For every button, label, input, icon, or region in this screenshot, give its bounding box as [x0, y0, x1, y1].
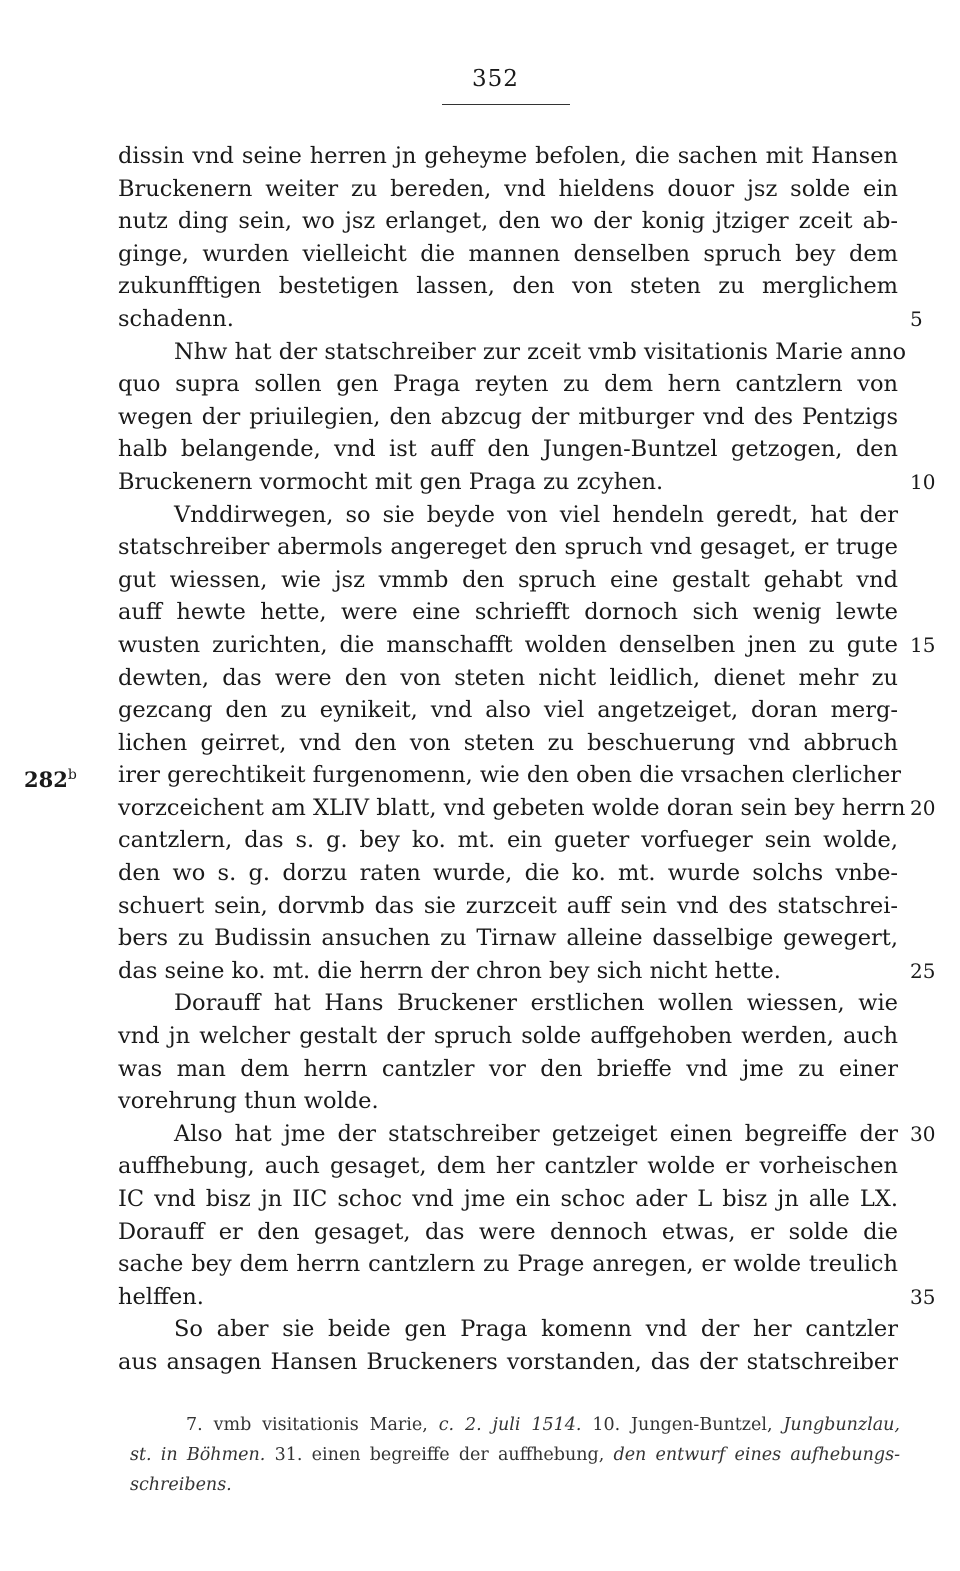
footnote-line: [130, 1440, 900, 1470]
footnote-gloss: c. 2. juli 1514.: [438, 1415, 582, 1435]
footnote-gloss: Jungbunzlau,: [783, 1415, 900, 1435]
footnote-line: [130, 1470, 900, 1500]
footnote-line: [130, 1410, 900, 1440]
text-line: Nhw hat der statschreiber zur zceit vmb visitationis Marie anno: [174, 338, 906, 365]
text-line: lichen geirret, vnd den von steten zu beschuerung vnd abbruch: [118, 729, 898, 756]
body-text: [118, 140, 906, 1379]
line-number: 25: [910, 959, 936, 983]
footnote-gloss: st. in Böhmen.: [130, 1445, 266, 1465]
text-line: vorzceichent am XLIV blatt, vnd gebeten wolde doran sein bey herrn: [118, 794, 906, 821]
text-line: halb belangende, vnd ist auff den Jungen-Buntzel getzogen, den: [118, 436, 898, 463]
text-line: statschreiber abermols angereget den spruch vnd gesaget, er truge: [118, 534, 898, 561]
text-line: quo supra sollen gen Praga reyten zu dem hern cantzlern von: [118, 371, 898, 398]
text-line: vnd jn welcher gestalt der spruch solde auffgehoben werden, auch: [118, 1023, 898, 1050]
text-line: Bruckenern weiter zu bereden, vnd hieldens douor jsz solde ein: [118, 175, 898, 202]
text-line: dewten, das were den von steten nicht leidlich, dienet mehr zu: [118, 664, 898, 691]
text-line: nutz ding sein, wo jsz erlanget, den wo der konig jtziger zceit ab-: [118, 208, 898, 235]
text-line: helffen.: [118, 1283, 204, 1310]
text-line: Vnddirwegen, so sie beyde von viel hendeln geredt, hat der: [174, 501, 898, 528]
marginal-folio-note: [24, 759, 77, 792]
line-number: 20: [910, 796, 936, 820]
text-line: schadenn.: [118, 305, 234, 332]
header-rule: [442, 104, 570, 105]
line-number: 15: [910, 633, 936, 657]
text-line: cantzlern, das s. g. bey ko. mt. ein gueter vorfueger sein wolde,: [118, 827, 898, 854]
text-line: vorehrung thun wolde.: [118, 1088, 379, 1115]
text-line: zukunfftigen bestetigen lassen, den von steten zu merglichem: [118, 273, 898, 300]
marginal-folio-side: b: [67, 767, 77, 783]
text-line: So aber sie beide gen Praga komenn vnd der her cantzler: [174, 1316, 898, 1343]
text-line: Also hat jme der statschreiber getzeiget einen begreiffe der: [174, 1120, 898, 1147]
text-line: dissin vnd seine herren jn geheyme befolen, die sachen mit Hansen: [118, 143, 898, 169]
text-line: Bruckenern vormocht mit gen Praga zu zcyhen.: [118, 468, 664, 495]
page-number: 352: [472, 66, 519, 92]
text-line: gezcang den zu eynikeit, vnd also viel angetzeiget, doran merg-: [118, 697, 898, 724]
text-line: auffhebung, auch gesaget, dem her cantzler wolde er vorheischen: [118, 1153, 898, 1180]
text-line: sache bey dem herrn cantzlern zu Prage anregen, er wolde treulich: [118, 1251, 898, 1278]
footnote-text: 31. einen begreiffe der auffhebung,: [265, 1445, 614, 1465]
line-number: 30: [910, 1122, 936, 1146]
text-line: das seine ko. mt. die herrn der chron bey sich nicht hette.: [118, 957, 781, 984]
footnotes: [130, 1410, 900, 1500]
marginal-folio-number: 282: [24, 767, 68, 792]
text-line: Dorauff er den gesaget, das were dennoch etwas, er solde die: [118, 1218, 898, 1245]
line-number: 5: [910, 307, 923, 331]
text-line: wusten zurichten, die manschafft wolden denselben jnen zu gute: [118, 631, 898, 658]
footnote-text: 7. vmb visitationis Marie,: [186, 1415, 439, 1435]
text-line: den wo s. g. dorzu raten wurde, die ko. mt. wurde solchs vnbe-: [118, 860, 898, 887]
footnote-gloss: den entwurf eines aufhebungs-: [613, 1445, 900, 1465]
text-line: Dorauff hat Hans Bruckener erstlichen wollen wiessen, wie: [174, 990, 898, 1017]
text-line: ginge, wurden vielleicht die mannen denselben spruch bey dem: [118, 240, 898, 267]
text-line: was man dem herrn cantzler vor den brieffe vnd jme zu einer: [118, 1055, 898, 1082]
text-line: aus ansagen Hansen Bruckeners vorstanden, das der statschreiber: [118, 1348, 898, 1375]
footnote-text: 10. Jungen-Buntzel,: [581, 1415, 784, 1435]
text-line: irer gerechtikeit furgenomenn, wie den oben die vrsachen clerlicher: [118, 762, 902, 789]
text-line: auff hewte hette, were eine schriefft dornoch sich wenig lewte: [118, 599, 898, 626]
footnote-gloss: schreibens.: [130, 1475, 232, 1495]
line-number: 10: [910, 470, 936, 494]
text-line: bers zu Budissin ansuchen zu Tirnaw alleine dasselbige gewegert,: [118, 925, 898, 952]
text-line: schuert sein, dorvmb das sie zurzceit auff sein vnd des statschrei-: [118, 892, 898, 919]
line-number: 35: [910, 1285, 936, 1309]
text-line: gut wiessen, wie jsz vmmb den spruch eine gestalt gehabt vnd: [118, 566, 898, 593]
text-line: IC vnd bisz jn IIC schoc vnd jme ein schoc ader L bisz jn alle LX.: [118, 1186, 898, 1212]
text-line: wegen der priuilegien, den abzcug der mitburger vnd des Pentzigs: [118, 403, 898, 430]
